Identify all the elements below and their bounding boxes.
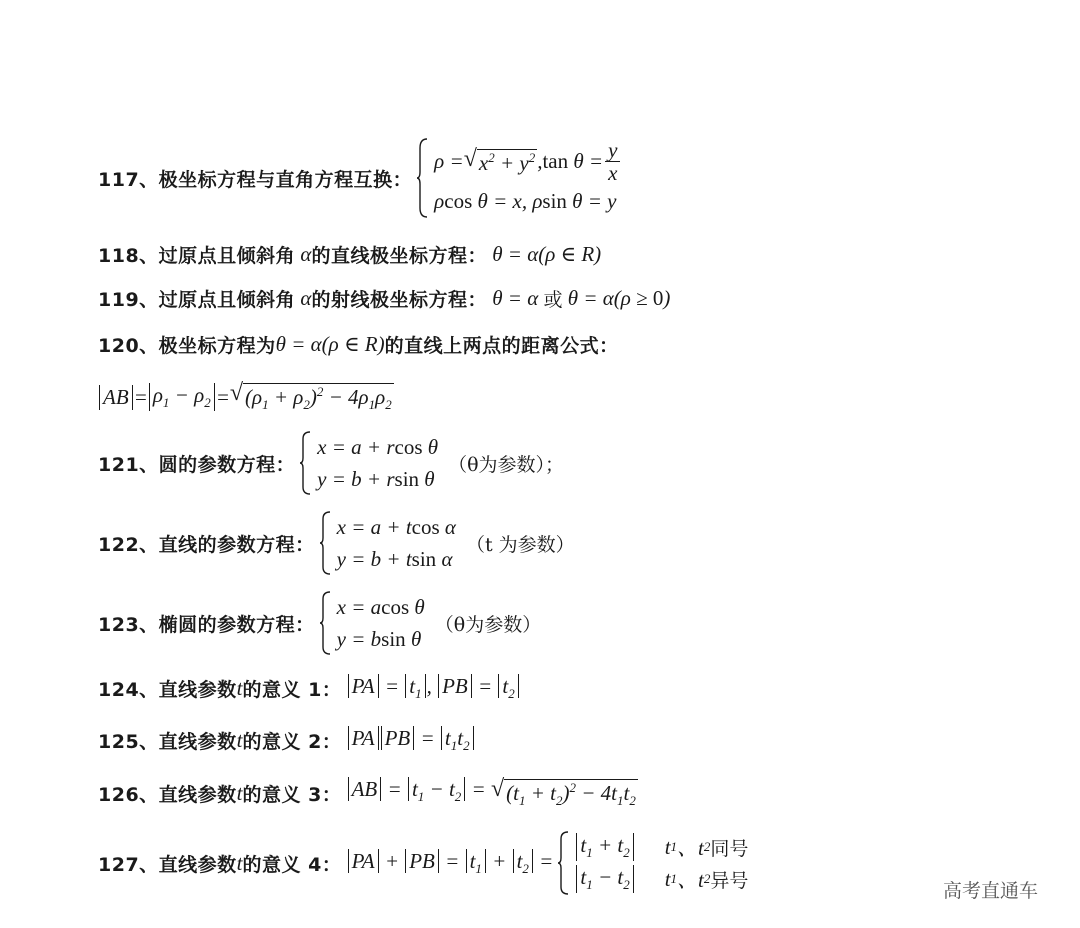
formula-row-117 <box>98 136 622 220</box>
formula-120-distance: AB = $\rho_1 - \rho_2$ = √ $(\rho_1 + \rho_2)^2 - 4\rho_1\rho_2$ <box>98 378 394 416</box>
parameter-note: （θ为参数） <box>434 613 542 636</box>
brace-system-122: x = a + t cos α y = b + t sin α <box>319 511 456 575</box>
formula-row-120: 120、极坐标方程为 θ = α(ρ ∈ R) 的直线上两点的距离公式： <box>98 331 619 357</box>
brace-system-127: $t_1 + t_2$ t 1 、t 2 同号 $t_1 - t_2$ t 1 、t 2 异号 <box>557 831 748 895</box>
equation-line: ρ = √ $x^2 + y^2$ , tan θ = $\frac{y}{x}$ <box>434 138 622 184</box>
watermark: 高考直通车 <box>943 880 1039 902</box>
parameter-note: （t 为参数） <box>465 533 575 556</box>
brace-system-121: x = a + r cos θ y = b + r sin θ <box>299 431 438 495</box>
left-brace-icon <box>319 511 331 575</box>
formula-row-123 <box>98 590 541 656</box>
formula-label-120: 120、极坐标方程为 <box>98 334 276 357</box>
fraction: $\frac{y}{x}$ <box>605 139 620 184</box>
parameter-note: （θ为参数）； <box>448 453 565 476</box>
formula-label-119: 119、过原点且倾斜角 <box>98 288 296 311</box>
brace-system-123: x = a cos θ y = b sin θ <box>319 591 425 655</box>
equation-line: ρ cos θ = x, ρ sin θ = y <box>434 188 617 213</box>
formula-label-124: 124、直线参数 <box>98 678 237 701</box>
sqrt-expression: √ $(\rho_1 + \rho_2)^2 - 4\rho_1\rho_2$ <box>229 379 392 413</box>
formula-row-124: 124、直线参数 t 的意义 1： PA = $t_1$ , PB = $t_2$ <box>98 672 520 704</box>
formula-label-118: 118、过原点且倾斜角 <box>98 244 296 267</box>
formula-label-125: 125、直线参数 <box>98 730 237 753</box>
formula-118: θ = α(ρ ∈ R) <box>486 241 602 266</box>
left-brace-icon <box>299 431 311 495</box>
formula-119: θ = α <box>486 285 544 310</box>
left-brace-icon <box>557 831 569 895</box>
brace-system-117 <box>416 138 622 218</box>
formula-label-123: 123、椭圆的参数方程： <box>98 613 315 636</box>
formula-row-122 <box>98 510 575 576</box>
formula-125: PA PB = $t_1t_2$ <box>341 726 474 754</box>
formula-row-121 <box>98 430 564 496</box>
formula-row-119: 119、过原点且倾斜角 α 的射线极坐标方程： θ = α 或 θ = α(ρ ≥ 0) <box>98 285 671 311</box>
formula-126: AB = $t_1 - t_2$ = √ $(t_1 + t_2)^2 - 4t_1t_2$ <box>341 777 637 809</box>
formula-label-121: 121、圆的参数方程： <box>98 453 296 476</box>
formula-row-126: 126、直线参数 t 的意义 3： AB = $t_1 - t_2$ = √ $(t_1 + t_2)^2 - 4t_1t_2$ <box>98 775 636 809</box>
sqrt-expression: √ $x^2 + y^2$ <box>463 145 536 175</box>
formula-label-126: 126、直线参数 <box>98 783 237 806</box>
formula-label-127: 127、直线参数 <box>98 853 237 876</box>
formula-row-125: 125、直线参数 t 的意义 2： PA PB = $t_1t_2$ <box>98 724 475 756</box>
formula-row-127: 127、直线参数 t 的意义 4： PA + PB = $t_1 + t_2$ = $t_1 + t_2$ t 1 、t 2 同号 $t_1 - t_2$ t 1 、t 2 异号 <box>98 830 748 896</box>
left-brace-icon <box>416 138 428 218</box>
formula-row-118: 118、过原点且倾斜角 α 的直线极坐标方程： θ = α(ρ ∈ R) <box>98 241 602 267</box>
sqrt-expression: √ $(t_1 + t_2)^2 - 4t_1t_2$ <box>490 775 636 809</box>
formula-label-122: 122、直线的参数方程： <box>98 533 315 556</box>
formula-124: PA = $t_1$ , PB = $t_2$ <box>341 674 519 702</box>
left-brace-icon <box>319 591 331 655</box>
formula-label-117: 117、极坐标方程与直角方程互换： <box>98 168 413 191</box>
